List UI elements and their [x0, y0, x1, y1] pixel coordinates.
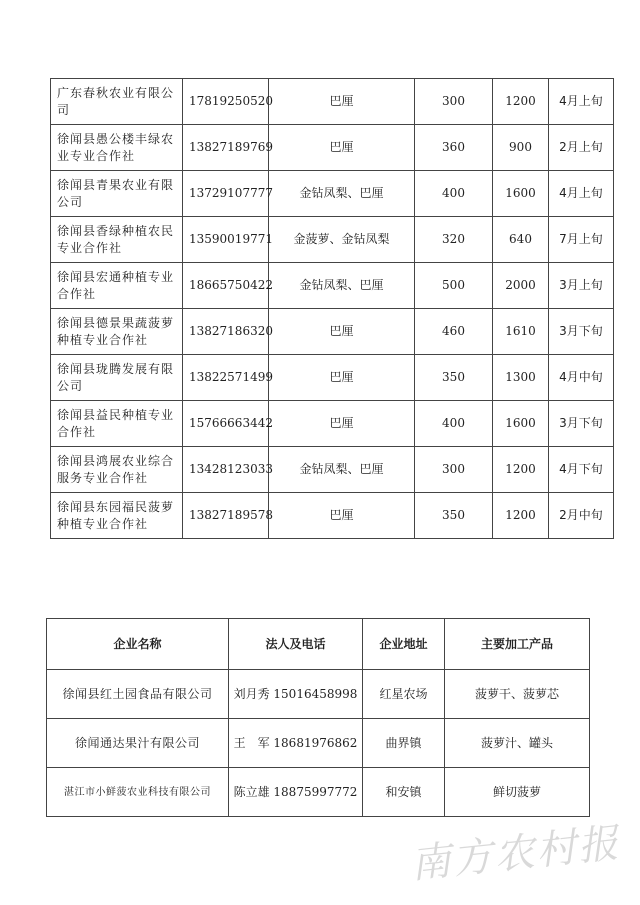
grower-time-cell: 4月上旬 — [549, 79, 614, 125]
table-row — [47, 719, 590, 768]
grower-output-cell: 900 — [493, 125, 549, 171]
table-row — [51, 401, 614, 447]
grower-name-cell: 徐闻县青果农业有限公司 — [51, 171, 183, 217]
grower-variety-cell: 巴厘 — [269, 493, 415, 539]
grower-phone-cell: 13729107777 — [183, 171, 269, 217]
grower-area-cell: 300 — [415, 447, 493, 493]
processor-address-cell: 红星农场 — [363, 670, 445, 719]
grower-variety-cell: 巴厘 — [269, 125, 415, 171]
grower-area-cell: 350 — [415, 493, 493, 539]
grower-time-cell: 3月上旬 — [549, 263, 614, 309]
grower-output-cell: 2000 — [493, 263, 549, 309]
header-company-name: 企业名称 — [47, 619, 229, 670]
grower-name-cell: 徐闻县宏通种植专业合作社 — [51, 263, 183, 309]
grower-name-cell: 广东春秋农业有限公司 — [51, 79, 183, 125]
grower-time-cell: 7月上旬 — [549, 217, 614, 263]
grower-name-cell: 徐闻县鸿展农业综合服务专业合作社 — [51, 447, 183, 493]
table-row — [47, 670, 590, 719]
processor-address-cell: 曲界镇 — [363, 719, 445, 768]
table-row — [51, 309, 614, 355]
table-row — [51, 263, 614, 309]
table-row — [51, 493, 614, 539]
processor-contact-cell: 陈立雄 18875997772 — [229, 768, 363, 817]
table-row — [51, 125, 614, 171]
grower-table — [50, 78, 614, 539]
grower-output-cell: 1600 — [493, 401, 549, 447]
grower-output-cell: 1200 — [493, 447, 549, 493]
grower-variety-cell: 巴厘 — [269, 309, 415, 355]
grower-name-cell: 徐闻县益民种植专业合作社 — [51, 401, 183, 447]
processor-name-cell: 徐闻县红土园食品有限公司 — [47, 670, 229, 719]
processor-contact-cell: 王 军 18681976862 — [229, 719, 363, 768]
table-row — [51, 79, 614, 125]
table-row — [51, 447, 614, 493]
grower-phone-cell: 17819250520 — [183, 79, 269, 125]
grower-variety-cell: 金菠萝、金钻凤梨 — [269, 217, 415, 263]
grower-area-cell: 400 — [415, 401, 493, 447]
processor-products-cell: 鲜切菠萝 — [445, 768, 590, 817]
grower-phone-cell: 13827186320 — [183, 309, 269, 355]
table-row — [51, 355, 614, 401]
grower-output-cell: 1600 — [493, 171, 549, 217]
grower-phone-cell: 13822571499 — [183, 355, 269, 401]
grower-variety-cell: 巴厘 — [269, 355, 415, 401]
grower-variety-cell: 金钻凤梨、巴厘 — [269, 263, 415, 309]
grower-time-cell: 4月下旬 — [549, 447, 614, 493]
processor-header-row — [47, 619, 590, 670]
table-row — [51, 171, 614, 217]
processor-table-body — [47, 670, 590, 817]
grower-name-cell: 徐闻县珑腾发展有限公司 — [51, 355, 183, 401]
grower-output-cell: 640 — [493, 217, 549, 263]
processor-products-cell: 菠萝汁、罐头 — [445, 719, 590, 768]
header-legal-rep-phone: 法人及电话 — [229, 619, 363, 670]
processor-address-cell: 和安镇 — [363, 768, 445, 817]
grower-name-cell: 徐闻县东园福民菠萝种植专业合作社 — [51, 493, 183, 539]
processor-name-cell: 徐闻通达果汁有限公司 — [47, 719, 229, 768]
grower-output-cell: 1200 — [493, 79, 549, 125]
processor-contact-cell: 刘月秀 15016458998 — [229, 670, 363, 719]
table-row — [51, 217, 614, 263]
grower-table-body — [51, 79, 614, 539]
grower-time-cell: 3月下旬 — [549, 401, 614, 447]
watermark-logo: 南方农村报 — [408, 820, 623, 888]
processor-products-cell: 菠萝干、菠萝芯 — [445, 670, 590, 719]
grower-area-cell: 460 — [415, 309, 493, 355]
grower-output-cell: 1300 — [493, 355, 549, 401]
grower-name-cell: 徐闻县德景果蔬菠萝种植专业合作社 — [51, 309, 183, 355]
grower-name-cell: 徐闻县愚公楼丰绿农业专业合作社 — [51, 125, 183, 171]
grower-variety-cell: 巴厘 — [269, 79, 415, 125]
grower-name-cell: 徐闻县香绿种植农民专业合作社 — [51, 217, 183, 263]
grower-variety-cell: 金钻凤梨、巴厘 — [269, 171, 415, 217]
grower-time-cell: 2月中旬 — [549, 493, 614, 539]
header-company-address: 企业地址 — [363, 619, 445, 670]
grower-area-cell: 500 — [415, 263, 493, 309]
grower-area-cell: 320 — [415, 217, 493, 263]
grower-area-cell: 360 — [415, 125, 493, 171]
grower-variety-cell: 巴厘 — [269, 401, 415, 447]
grower-time-cell: 3月下旬 — [549, 309, 614, 355]
grower-phone-cell: 15766663442 — [183, 401, 269, 447]
grower-phone-cell: 13827189769 — [183, 125, 269, 171]
grower-phone-cell: 13590019771 — [183, 217, 269, 263]
grower-time-cell: 4月中旬 — [549, 355, 614, 401]
processor-table — [46, 618, 590, 817]
grower-phone-cell: 13428123033 — [183, 447, 269, 493]
grower-time-cell: 4月上旬 — [549, 171, 614, 217]
grower-phone-cell: 18665750422 — [183, 263, 269, 309]
grower-area-cell: 400 — [415, 171, 493, 217]
grower-output-cell: 1200 — [493, 493, 549, 539]
grower-time-cell: 2月上旬 — [549, 125, 614, 171]
processor-name-cell: 湛江市小鲜菠农业科技有限公司 — [47, 768, 229, 817]
grower-area-cell: 350 — [415, 355, 493, 401]
table-row — [47, 768, 590, 817]
grower-variety-cell: 金钻凤梨、巴厘 — [269, 447, 415, 493]
grower-phone-cell: 13827189578 — [183, 493, 269, 539]
grower-area-cell: 300 — [415, 79, 493, 125]
header-main-products: 主要加工产品 — [445, 619, 590, 670]
grower-output-cell: 1610 — [493, 309, 549, 355]
